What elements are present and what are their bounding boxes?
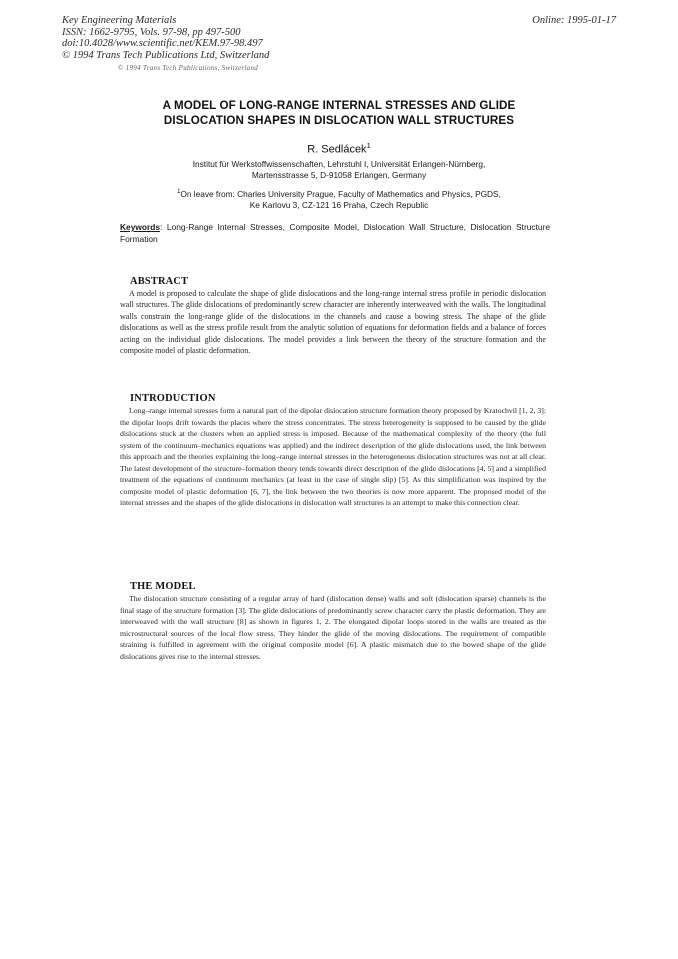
keywords: Keywords: Long-Range Internal Stresses, Composite Model, Dislocation Wall Structure, Dislocation Structure Formation <box>120 222 551 244</box>
introduction-heading: INTRODUCTION <box>130 393 216 404</box>
title-line-1: A MODEL OF LONG-RANGE INTERNAL STRESSES AND GLIDE <box>162 99 516 112</box>
model-heading: THE MODEL <box>130 581 196 592</box>
leave-line-1: $^1$On leave from: Charles University Prague, Faculty of Mathematics and Physics, PGDS, <box>177 188 501 199</box>
copyright-line: © 1994 Trans Tech Publications Ltd, Switzerland <box>62 49 270 61</box>
leave-note <box>0 187 678 211</box>
doi-line: doi:10.4028/www.scientific.net/KEM.97-98.497 <box>62 38 263 49</box>
keywords-text: Long-Range Internal Stresses, Composite Model, Dislocation Wall Structure, Dislocation Structure Formation <box>120 222 551 244</box>
model-text: The dislocation structure consisting of a regular array of hard (dislocation dense) walls and soft (dislocation sparse) channels is the final stage of the structure formation [3]. The glide dislocations of predominantly screw character carry the plastic deformation. They are interweaved with the wall structure [8] as shown in figures 1, 2. The elongated dipolar loops stored in the walls are treated as the microstructural sources of the local flow stress. They hinder the glide of the moving dislocations. The requirement of compatible straining is fulfilled in agreement with the original composite model [6]. A plastic mismatch due to the bowed shape of the glide dislocations gives rise to the internal stresses. <box>120 594 546 661</box>
author-name: R. Sedlácek <box>307 143 367 156</box>
online-date: Online: 1995-01-17 <box>532 15 616 26</box>
author-footnote-mark: 1 <box>366 141 371 150</box>
faded-copyright: © 1994 Trans Tech Publications, Switzerland <box>118 64 259 72</box>
introduction-section <box>120 393 546 509</box>
model-section <box>120 581 546 662</box>
title-line-2: DISLOCATION SHAPES IN DISLOCATION WALL STRUCTURES <box>163 113 515 127</box>
affiliation-line-2: Martensstrasse 5, D-91058 Erlangen, Germany <box>251 170 427 181</box>
abstract-text: A model is proposed to calculate the shape of glide dislocations and the long-range internal stress profile in periodic dislocation wall structures. The glide dislocations of predominantly screw character are inherently interweaved with the walls. The longitudinal walls constrain the long-range glide of the dislocations in the channels and cause a bowing stress. The shape of the glide dislocations as well as the stress profile result from the analytic solution of equations for deformation fields and a balance of forces acting on the individual glide dislocations. The model provides a link between the theory of the structure formation and the composite model of plastic deformation. <box>120 289 546 356</box>
leave-line-2: Ke Karlovu 3, CZ-121 16 Praha, Czech Republic <box>249 199 429 210</box>
affiliation <box>0 159 678 181</box>
abstract-heading: ABSTRACT <box>130 276 189 287</box>
journal-name: Key Engineering Materials <box>62 15 177 26</box>
keywords-label: Keywords <box>120 222 161 232</box>
introduction-text: Long–range internal stresses form a natural part of the dipolar dislocation structure formation theory proposed by Kratochvíl [1, 2, 3]: the dipolar loops drift towards the places where the stress concentrates. The stress heterogeneity is supposed to be caused by the glide dislocations stuck at the clusters when an applied stress is imposed. Because of the mathematical complexity of the theory (the full system of the continuum–mechanics equations was applied) and the indirect description of the glide dislocations used, the link between this approach and the theories explaining the long–range internal stresses in the heterogeneous dislocation structures was not at all clear. The latest development of the structure–formation theory tends towards direct description of the glide dislocations [4, 5] and a simplified treatment of the equations of continuum mechanics (at least in the case of single slip) [5]. As this simplification was inspired by the composite model of plastic deformation [6, 7], the link between the two theories is now more apparent. The proposed model of the internal stresses and the shapes of the glide dislocations in dislocation wall structures is an attempt to make this connection clear. <box>120 406 546 507</box>
publication-metadata <box>62 15 269 61</box>
leave-footnote-mark: 1 <box>177 189 181 195</box>
abstract-section <box>120 276 546 357</box>
author <box>0 141 678 156</box>
paper-title <box>0 99 678 128</box>
issn-line: ISSN: 1662-9795, Vols. 97-98, pp 497-500 <box>62 26 241 38</box>
affiliation-line-1: Institut für Werkstoffwissenschaften, Lehrstuhl I, Universität Erlangen-Nürnberg, <box>192 159 486 169</box>
